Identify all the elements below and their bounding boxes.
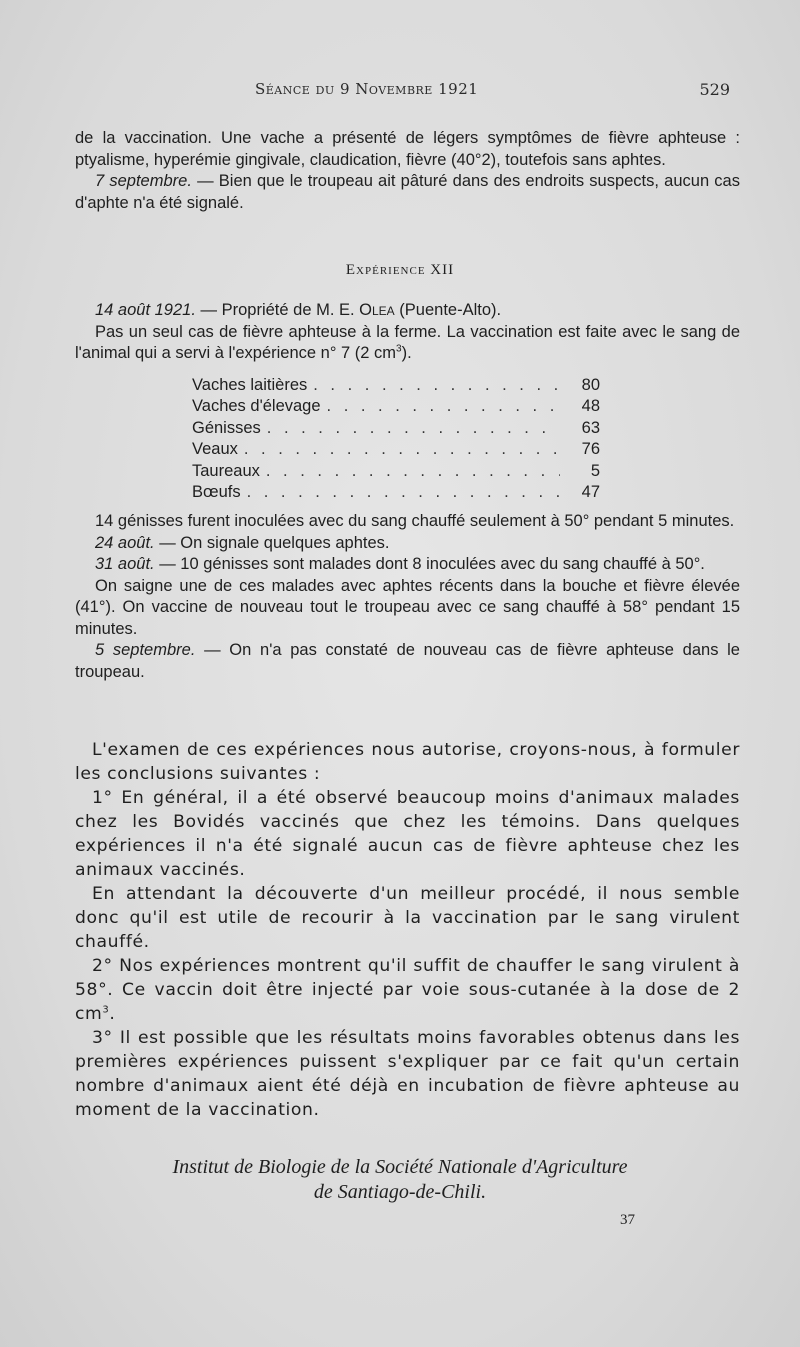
paragraph-text: .: [109, 1004, 116, 1024]
paragraph-text: 2° Nos expériences montrent qu'il suffit de chauffer le sang virulent à 58°. Ce vaccin doit être injecté par voie sous-cutanée à la dose de 2 cm: [75, 956, 740, 1024]
dot-leader: [313, 376, 560, 395]
paragraph-text: — 10 génisses sont malades dont 8 inoculées avec du sang chauffé à 50°.: [154, 555, 705, 573]
date-label: 7 septembre.: [95, 172, 192, 190]
paragraph-text: (Puente-Alto).: [394, 301, 502, 319]
conclusion-paragraph: [75, 954, 740, 1026]
experiment-date-paragraph: [75, 300, 740, 322]
page-number: 529: [699, 80, 730, 99]
date-label: 14 août 1921.: [95, 301, 196, 319]
livestock-row: [192, 376, 600, 397]
conclusion-intro: L'examen de ces expériences nous autorise, croyons-nous, à formuler les conclusions suivantes :: [75, 740, 740, 784]
livestock-label: Taureaux: [192, 461, 260, 480]
livestock-count: 63: [581, 418, 600, 437]
superscript: 3: [102, 1004, 110, 1016]
paragraph-text: ).: [401, 344, 412, 362]
livestock-label: Vaches laitières: [192, 376, 308, 394]
conclusion-paragraph: En attendant la découverte d'un meilleur procédé, il nous semble donc qu'il est utile de recourir à la vaccination par le sang virulent chauffé.: [75, 884, 740, 952]
livestock-row: [192, 483, 600, 504]
intro-dated-paragraph: [75, 171, 740, 214]
experiment-dated-paragraph: [75, 640, 740, 683]
livestock-label: Vaches d'élevage: [192, 397, 321, 416]
institution-signature: [0, 1155, 800, 1205]
dot-leader: [244, 440, 560, 459]
experiment-title: Expérience XII: [345, 262, 455, 278]
conclusions-section: [75, 738, 740, 1122]
intro-paragraph: de la vaccination. Une vache a présenté de légers symptômes de fièvre aphteuse : ptyalisme, hyperémie gingivale, claudication, fièvre (40°2), toutefois sans aphtes.: [75, 129, 740, 169]
dot-leader: [266, 462, 560, 481]
date-label: 24 août.: [95, 533, 155, 552]
conclusion-paragraph: 3° Il est possible que les résultats moins favorables obtenus dans les premières expériences puissent s'expliquer par ce fait qu'un certain nombre d'animaux aient été déjà en incubation de fièvre aphteuse au moment de la vaccination.: [75, 1028, 740, 1120]
signature-line: de Santiago-de-Chili.: [313, 1181, 487, 1203]
owner-name: Olea: [359, 301, 395, 319]
paragraph-text: — Bien que le troupeau ait pâturé dans des endroits suspects, aucun cas d'aphte n'a été signalé.: [75, 172, 740, 212]
experiment-dated-paragraph: [75, 533, 740, 555]
paragraph-text: — On n'a pas constaté de nouveau cas de fièvre aphteuse dans le troupeau.: [75, 641, 740, 681]
experiment-paragraph: [75, 322, 740, 365]
paragraph-text: Pas un seul cas de fièvre aphteuse à la ferme. La vaccination est faite avec le sang de l'animal qui a servi à l'expérience n° 7 (2 cm: [75, 322, 740, 362]
experiment-paragraph: On saigne une de ces malades avec aphtes récents dans la bouche et fièvre élevée (41°). On vaccine de nouveau tout le troupeau avec ce sang chauffé à 58° pendant 15 minutes.: [75, 576, 740, 638]
livestock-count: 76: [581, 440, 600, 459]
livestock-table: [192, 376, 600, 504]
livestock-label: Veaux: [192, 440, 238, 459]
paragraph-text: — On signale quelques aphtes.: [154, 533, 390, 552]
livestock-count: 47: [581, 482, 600, 501]
date-label: 31 août.: [95, 555, 155, 573]
livestock-row: [192, 462, 600, 483]
livestock-count: 5: [590, 461, 600, 480]
date-label: 5 septembre.: [95, 641, 196, 659]
livestock-row: [192, 419, 600, 440]
livestock-label: Bœufs: [192, 482, 241, 501]
page-header: [0, 80, 800, 104]
paragraph-text: — Propriété de M. E.: [195, 301, 360, 319]
signature-number: 37: [620, 1212, 635, 1228]
livestock-label: Génisses: [192, 418, 261, 437]
livestock-row: [192, 440, 600, 461]
signature-line: Institut de Biologie de la Société Nationale d'Agriculture: [172, 1156, 628, 1178]
experiment-intro: [75, 300, 740, 365]
dot-leader: [267, 419, 560, 438]
livestock-count: 48: [581, 397, 600, 416]
livestock-count: 80: [581, 376, 600, 394]
experiment-dated-paragraph: [75, 554, 740, 576]
superscript: 3: [396, 343, 402, 355]
conclusion-paragraph: 1° En général, il a été observé beaucoup moins d'animaux malades chez les Bovidés vaccinés que chez les témoins. Dans quelques expériences il n'a été signalé aucun cas de fièvre aphteuse chez les animaux vaccinés.: [75, 788, 740, 880]
livestock-row: [192, 397, 600, 418]
intro-section: [75, 128, 740, 214]
experiment-results: [75, 511, 740, 683]
experiment-paragraph: 14 génisses furent inoculées avec du sang chauffé seulement à 50° pendant 5 minutes.: [95, 512, 735, 530]
running-head: Séance du 9 Novembre 1921: [255, 80, 479, 98]
dot-leader: [247, 483, 560, 502]
dot-leader: [327, 397, 560, 416]
